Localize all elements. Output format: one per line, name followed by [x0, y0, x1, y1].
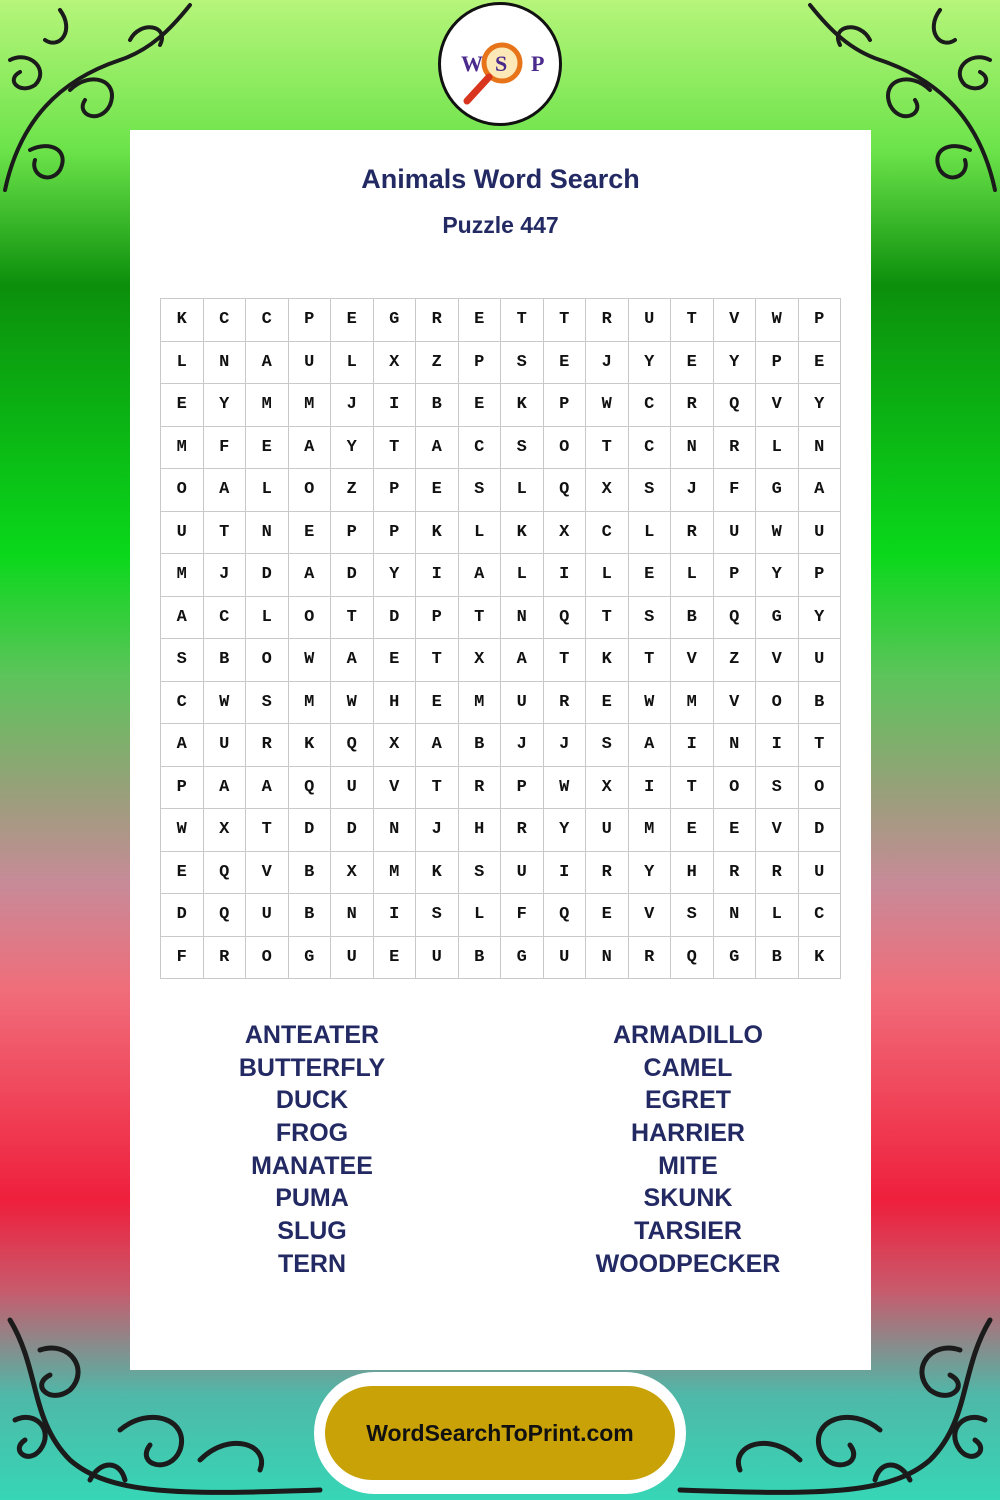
grid-cell[interactable]: Y	[756, 554, 799, 597]
grid-cell[interactable]: V	[374, 767, 417, 810]
grid-cell[interactable]: C	[459, 427, 502, 470]
grid-cell[interactable]: J	[544, 724, 587, 767]
grid-cell[interactable]: V	[671, 639, 714, 682]
grid-cell[interactable]: E	[799, 342, 842, 385]
grid-cell[interactable]: N	[374, 809, 417, 852]
grid-cell[interactable]: Y	[799, 384, 842, 427]
grid-cell[interactable]: L	[501, 554, 544, 597]
grid-cell[interactable]: G	[501, 937, 544, 980]
grid-cell[interactable]: E	[374, 639, 417, 682]
grid-cell[interactable]: T	[586, 427, 629, 470]
grid-cell[interactable]: L	[246, 469, 289, 512]
grid-cell[interactable]: M	[629, 809, 672, 852]
grid-cell[interactable]: D	[331, 809, 374, 852]
grid-cell[interactable]: T	[501, 299, 544, 342]
grid-cell[interactable]: A	[501, 639, 544, 682]
grid-cell[interactable]: N	[246, 512, 289, 555]
grid-cell[interactable]: E	[459, 299, 502, 342]
grid-cell[interactable]: C	[586, 512, 629, 555]
grid-cell[interactable]: P	[374, 512, 417, 555]
grid-cell[interactable]: H	[671, 852, 714, 895]
grid-cell[interactable]: O	[161, 469, 204, 512]
word-list-item: ARMADILLO	[613, 1021, 763, 1049]
grid-cell[interactable]: T	[544, 299, 587, 342]
grid-cell[interactable]: U	[161, 512, 204, 555]
grid-cell[interactable]: I	[629, 767, 672, 810]
grid-cell[interactable]: Y	[331, 427, 374, 470]
grid-cell[interactable]: M	[246, 384, 289, 427]
grid-cell[interactable]: A	[629, 724, 672, 767]
grid-cell[interactable]: B	[459, 724, 502, 767]
grid-cell[interactable]: L	[501, 469, 544, 512]
grid-cell[interactable]: V	[629, 894, 672, 937]
logo-letter-w: W	[461, 51, 483, 76]
grid-cell[interactable]: S	[246, 682, 289, 725]
grid-cell[interactable]: T	[671, 767, 714, 810]
grid-cell[interactable]: E	[671, 342, 714, 385]
grid-cell[interactable]: L	[756, 427, 799, 470]
grid-cell[interactable]: Y	[374, 554, 417, 597]
word-list-item: SKUNK	[643, 1184, 733, 1213]
grid-cell[interactable]: Y	[799, 597, 842, 640]
grid-cell[interactable]: P	[544, 384, 587, 427]
grid-cell[interactable]: P	[289, 299, 332, 342]
grid-cell[interactable]: G	[756, 469, 799, 512]
grid-cell[interactable]: P	[161, 767, 204, 810]
grid-cell[interactable]: T	[374, 427, 417, 470]
grid-cell[interactable]: E	[416, 469, 459, 512]
word-list-item: HARRIER	[631, 1119, 745, 1148]
grid-cell[interactable]: B	[289, 852, 332, 895]
grid-cell[interactable]: K	[586, 639, 629, 682]
grid-cell[interactable]: P	[374, 469, 417, 512]
grid-cell[interactable]: E	[161, 852, 204, 895]
grid-cell[interactable]: O	[246, 937, 289, 980]
grid-cell[interactable]: B	[756, 937, 799, 980]
grid-cell[interactable]: I	[544, 554, 587, 597]
grid-cell[interactable]: D	[289, 809, 332, 852]
grid-cell[interactable]: Q	[714, 597, 757, 640]
grid-cell[interactable]: L	[331, 342, 374, 385]
grid-cell[interactable]: A	[204, 767, 247, 810]
grid-cell[interactable]: T	[799, 724, 842, 767]
grid-cell[interactable]: T	[204, 512, 247, 555]
grid-cell[interactable]: C	[204, 597, 247, 640]
grid-cell[interactable]: R	[459, 767, 502, 810]
grid-cell[interactable]: E	[671, 809, 714, 852]
grid-cell[interactable]: Y	[629, 852, 672, 895]
grid-cell[interactable]: A	[289, 427, 332, 470]
grid-cell[interactable]: G	[374, 299, 417, 342]
word-list-item: TARSIER	[634, 1217, 742, 1246]
grid-cell[interactable]: W	[629, 682, 672, 725]
grid-cell[interactable]: C	[246, 299, 289, 342]
grid-cell[interactable]: J	[586, 342, 629, 385]
grid-cell[interactable]: R	[714, 427, 757, 470]
grid-cell[interactable]: M	[161, 427, 204, 470]
grid-cell[interactable]: T	[416, 639, 459, 682]
grid-cell[interactable]: D	[799, 809, 842, 852]
grid-cell[interactable]: K	[416, 512, 459, 555]
grid-cell[interactable]: T	[459, 597, 502, 640]
grid-cell[interactable]: S	[671, 894, 714, 937]
grid-cell[interactable]: V	[714, 299, 757, 342]
grid-cell[interactable]: N	[501, 597, 544, 640]
grid-cell[interactable]: U	[501, 852, 544, 895]
grid-cell[interactable]: P	[756, 342, 799, 385]
grid-cell[interactable]: I	[374, 384, 417, 427]
grid-cell[interactable]: J	[416, 809, 459, 852]
grid-cell[interactable]: T	[416, 767, 459, 810]
grid-cell[interactable]: S	[459, 469, 502, 512]
grid-cell[interactable]: T	[246, 809, 289, 852]
grid-cell[interactable]: I	[671, 724, 714, 767]
grid-cell[interactable]: B	[416, 384, 459, 427]
grid-cell[interactable]: B	[459, 937, 502, 980]
grid-cell[interactable]: E	[586, 894, 629, 937]
letter-grid	[160, 298, 841, 979]
grid-cell[interactable]: V	[756, 809, 799, 852]
puzzle-card	[130, 130, 871, 1370]
word-list-item: EGRET	[644, 1086, 732, 1115]
grid-cell[interactable]: P	[459, 342, 502, 385]
grid-cell[interactable]: Q	[544, 894, 587, 937]
grid-cell[interactable]: R	[586, 852, 629, 895]
grid-cell[interactable]: A	[416, 427, 459, 470]
grid-cell[interactable]: C	[204, 299, 247, 342]
grid-cell[interactable]: H	[459, 809, 502, 852]
grid-cell[interactable]: O	[544, 427, 587, 470]
grid-cell[interactable]: U	[586, 809, 629, 852]
grid-cell[interactable]: Z	[714, 639, 757, 682]
grid-cell[interactable]: S	[501, 342, 544, 385]
grid-cell[interactable]: A	[331, 639, 374, 682]
grid-cell[interactable]: F	[161, 937, 204, 980]
logo-letter-p: P	[531, 51, 545, 76]
grid-cell[interactable]: N	[714, 724, 757, 767]
grid-cell[interactable]: K	[289, 724, 332, 767]
grid-cell[interactable]: X	[586, 767, 629, 810]
word-list-item: TERN	[277, 1249, 347, 1278]
wsp-logo	[438, 2, 562, 126]
grid-cell[interactable]: O	[246, 639, 289, 682]
grid-cell[interactable]: Z	[331, 469, 374, 512]
grid-cell[interactable]: C	[799, 894, 842, 937]
word-list-item: CAMEL	[643, 1053, 733, 1082]
grid-cell[interactable]: G	[756, 597, 799, 640]
grid-cell[interactable]: P	[416, 597, 459, 640]
grid-cell[interactable]: P	[799, 554, 842, 597]
grid-cell[interactable]: C	[629, 384, 672, 427]
grid-cell[interactable]: T	[331, 597, 374, 640]
grid-cell[interactable]: P	[331, 512, 374, 555]
grid-cell[interactable]: U	[289, 342, 332, 385]
grid-cell[interactable]: K	[416, 852, 459, 895]
grid-cell[interactable]: C	[629, 427, 672, 470]
grid-cell[interactable]: B	[799, 682, 842, 725]
grid-cell[interactable]: V	[756, 639, 799, 682]
grid-cell[interactable]: E	[331, 299, 374, 342]
magnifier-icon	[441, 5, 559, 123]
grid-cell[interactable]: Y	[544, 809, 587, 852]
grid-cell[interactable]: L	[246, 597, 289, 640]
grid-cell[interactable]: X	[374, 724, 417, 767]
word-list-item: MITE	[658, 1151, 718, 1180]
website-link-button[interactable]: WordSearchToPrint.com	[325, 1386, 675, 1480]
grid-cell[interactable]: B	[204, 639, 247, 682]
grid-cell[interactable]: I	[756, 724, 799, 767]
grid-cell[interactable]: T	[544, 639, 587, 682]
grid-cell[interactable]: A	[161, 724, 204, 767]
grid-cell[interactable]: W	[204, 682, 247, 725]
grid-cell[interactable]: X	[204, 809, 247, 852]
grid-cell[interactable]: S	[459, 852, 502, 895]
grid-cell[interactable]: O	[756, 682, 799, 725]
grid-cell[interactable]: H	[374, 682, 417, 725]
grid-cell[interactable]: T	[629, 639, 672, 682]
word-list-item: DUCK	[275, 1086, 349, 1115]
grid-cell[interactable]: B	[289, 894, 332, 937]
grid-cell[interactable]: D	[374, 597, 417, 640]
word-list-item: BUTTERFLY	[238, 1053, 386, 1082]
grid-cell[interactable]: R	[246, 724, 289, 767]
grid-cell[interactable]: E	[629, 554, 672, 597]
grid-cell[interactable]: D	[161, 894, 204, 937]
grid-cell[interactable]: Y	[629, 342, 672, 385]
logo-letter-s: S	[495, 51, 508, 76]
grid-cell[interactable]: P	[501, 767, 544, 810]
grid-cell[interactable]: Q	[671, 937, 714, 980]
grid-cell[interactable]: T	[586, 597, 629, 640]
word-list-item: PUMA	[275, 1184, 349, 1213]
grid-cell[interactable]: E	[246, 427, 289, 470]
grid-cell[interactable]: X	[374, 342, 417, 385]
word-list-item: SLUG	[277, 1217, 347, 1246]
grid-cell[interactable]: F	[501, 894, 544, 937]
grid-cell[interactable]: R	[204, 937, 247, 980]
grid-cell[interactable]: Q	[544, 597, 587, 640]
grid-cell[interactable]: M	[289, 384, 332, 427]
word-list-left	[162, 1019, 462, 1281]
grid-cell[interactable]: M	[374, 852, 417, 895]
grid-cell[interactable]: N	[714, 894, 757, 937]
grid-cell[interactable]: R	[629, 937, 672, 980]
grid-cell[interactable]: E	[586, 682, 629, 725]
grid-cell[interactable]: A	[204, 469, 247, 512]
word-list-right	[538, 1019, 838, 1281]
grid-cell[interactable]: D	[246, 554, 289, 597]
grid-cell[interactable]: J	[331, 384, 374, 427]
grid-cell[interactable]: N	[799, 427, 842, 470]
grid-cell[interactable]: N	[331, 894, 374, 937]
grid-cell[interactable]: L	[671, 554, 714, 597]
grid-cell[interactable]: N	[204, 342, 247, 385]
grid-cell[interactable]: Y	[204, 384, 247, 427]
grid-cell[interactable]: Q	[331, 724, 374, 767]
grid-cell[interactable]: V	[246, 852, 289, 895]
grid-cell[interactable]: B	[671, 597, 714, 640]
grid-cell[interactable]: R	[671, 512, 714, 555]
grid-cell[interactable]: S	[586, 724, 629, 767]
puzzle-number: Puzzle 447	[442, 212, 559, 238]
grid-cell[interactable]: R	[544, 682, 587, 725]
grid-cell[interactable]: L	[459, 894, 502, 937]
grid-cell[interactable]: J	[501, 724, 544, 767]
grid-cell[interactable]: G	[289, 937, 332, 980]
grid-cell[interactable]: Q	[204, 852, 247, 895]
grid-cell[interactable]: S	[756, 767, 799, 810]
page-title: Animals Word Search	[361, 164, 640, 194]
word-list-item: WOODPECKER	[595, 1249, 781, 1278]
word-list-item: FROG	[275, 1119, 349, 1148]
grid-cell[interactable]: L	[756, 894, 799, 937]
grid-cell[interactable]: K	[161, 299, 204, 342]
grid-cell[interactable]: P	[799, 299, 842, 342]
grid-cell[interactable]: E	[714, 809, 757, 852]
grid-cell[interactable]: U	[331, 767, 374, 810]
grid-cell[interactable]: A	[246, 342, 289, 385]
grid-cell[interactable]: S	[416, 894, 459, 937]
grid-cell[interactable]: C	[161, 682, 204, 725]
grid-cell[interactable]: J	[204, 554, 247, 597]
grid-cell[interactable]: E	[459, 384, 502, 427]
grid-cell[interactable]: K	[501, 512, 544, 555]
grid-cell[interactable]: L	[586, 554, 629, 597]
grid-cell[interactable]: A	[459, 554, 502, 597]
grid-cell[interactable]: F	[204, 427, 247, 470]
grid-cell[interactable]: I	[416, 554, 459, 597]
grid-cell[interactable]: Q	[714, 384, 757, 427]
grid-cell[interactable]: N	[671, 427, 714, 470]
grid-cell[interactable]: A	[161, 597, 204, 640]
grid-cell[interactable]: I	[374, 894, 417, 937]
grid-cell[interactable]: P	[714, 554, 757, 597]
grid-cell[interactable]: M	[161, 554, 204, 597]
grid-cell[interactable]: E	[416, 682, 459, 725]
grid-cell[interactable]: K	[501, 384, 544, 427]
grid-cell[interactable]: M	[289, 682, 332, 725]
grid-cell[interactable]: W	[544, 767, 587, 810]
grid-cell[interactable]: L	[629, 512, 672, 555]
grid-cell[interactable]: O	[714, 767, 757, 810]
grid-cell[interactable]: E	[161, 384, 204, 427]
grid-cell[interactable]: W	[756, 299, 799, 342]
grid-cell[interactable]: W	[586, 384, 629, 427]
grid-cell[interactable]: N	[586, 937, 629, 980]
grid-cell[interactable]: G	[714, 937, 757, 980]
grid-cell[interactable]: A	[799, 469, 842, 512]
grid-cell[interactable]: S	[629, 469, 672, 512]
grid-cell[interactable]: K	[799, 937, 842, 980]
grid-cell[interactable]: R	[714, 852, 757, 895]
grid-cell[interactable]: Z	[416, 342, 459, 385]
grid-cell[interactable]: Q	[289, 767, 332, 810]
grid-cell[interactable]: Q	[544, 469, 587, 512]
grid-cell[interactable]: U	[501, 682, 544, 725]
grid-cell[interactable]: Q	[204, 894, 247, 937]
grid-cell[interactable]: S	[501, 427, 544, 470]
grid-cell[interactable]: R	[756, 852, 799, 895]
grid-cell[interactable]: U	[331, 937, 374, 980]
grid-cell[interactable]: I	[544, 852, 587, 895]
grid-cell[interactable]: L	[161, 342, 204, 385]
grid-cell[interactable]: S	[629, 597, 672, 640]
grid-cell[interactable]: R	[501, 809, 544, 852]
grid-cell[interactable]: U	[629, 299, 672, 342]
grid-cell[interactable]: U	[799, 639, 842, 682]
grid-cell[interactable]: X	[331, 852, 374, 895]
word-list-item: ANTEATER	[244, 1021, 380, 1049]
grid-cell[interactable]: A	[289, 554, 332, 597]
grid-cell[interactable]: M	[671, 682, 714, 725]
grid-cell[interactable]: X	[459, 639, 502, 682]
grid-cell[interactable]: O	[799, 767, 842, 810]
grid-cell[interactable]: U	[799, 852, 842, 895]
grid-cell[interactable]: V	[756, 384, 799, 427]
grid-cell[interactable]: W	[289, 639, 332, 682]
grid-cell[interactable]: X	[544, 512, 587, 555]
grid-cell[interactable]: T	[671, 299, 714, 342]
grid-cell[interactable]: V	[714, 682, 757, 725]
grid-cell[interactable]: M	[459, 682, 502, 725]
grid-cell[interactable]: U	[714, 512, 757, 555]
grid-cell[interactable]: U	[416, 937, 459, 980]
grid-cell[interactable]: U	[799, 512, 842, 555]
grid-cell[interactable]: U	[246, 894, 289, 937]
grid-cell[interactable]: U	[204, 724, 247, 767]
grid-cell[interactable]: R	[586, 299, 629, 342]
grid-cell[interactable]: A	[246, 767, 289, 810]
grid-cell[interactable]: A	[416, 724, 459, 767]
grid-cell[interactable]: R	[671, 384, 714, 427]
grid-cell[interactable]: E	[374, 937, 417, 980]
grid-cell[interactable]: O	[289, 597, 332, 640]
grid-cell[interactable]: R	[416, 299, 459, 342]
grid-cell[interactable]: D	[331, 554, 374, 597]
grid-cell[interactable]: L	[459, 512, 502, 555]
grid-cell[interactable]: F	[714, 469, 757, 512]
grid-cell[interactable]: E	[289, 512, 332, 555]
word-list-item: MANATEE	[251, 1151, 373, 1180]
grid-cell[interactable]: O	[289, 469, 332, 512]
grid-cell[interactable]: U	[544, 937, 587, 980]
grid-cell[interactable]: W	[331, 682, 374, 725]
grid-cell[interactable]: Y	[714, 342, 757, 385]
grid-cell[interactable]: W	[756, 512, 799, 555]
grid-cell[interactable]: W	[161, 809, 204, 852]
grid-cell[interactable]: E	[544, 342, 587, 385]
grid-cell[interactable]: J	[671, 469, 714, 512]
grid-cell[interactable]: S	[161, 639, 204, 682]
grid-cell[interactable]: X	[586, 469, 629, 512]
